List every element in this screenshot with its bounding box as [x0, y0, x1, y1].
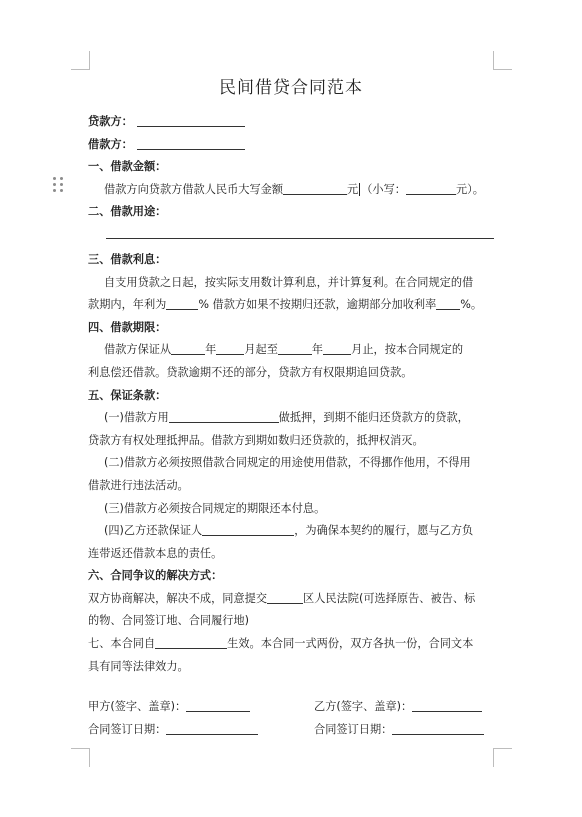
s3-line2-b: % 借款方如果不按期归还款，逾期部分加收利率 — [198, 298, 437, 312]
party-a-signature — [88, 696, 314, 719]
section-2-heading: 二、借款用途： — [88, 205, 167, 219]
section-5-p1-line-2: 贷款方有权处理抵押品。借款方到期如数归还贷款的，抵押权消灭。 — [88, 433, 424, 447]
s4-line1-c: 月起至 — [244, 343, 278, 357]
section-6-heading: 六、合同争议的解决方式： — [88, 569, 223, 583]
section-5-p4-line-1 — [88, 520, 494, 543]
party-b-sign-label: 乙方(签字、盖章)： — [314, 700, 413, 714]
signature-row — [88, 696, 494, 719]
end-month-blank[interactable] — [323, 342, 351, 355]
section-5-heading: 五、保证条款： — [88, 388, 167, 402]
amount-lowercase-blank[interactable] — [406, 182, 456, 195]
amount-uppercase-blank[interactable] — [283, 182, 347, 195]
party-a-sign-date — [88, 719, 314, 742]
party-b-date-label: 合同签订日期： — [314, 722, 393, 736]
s4-line1-a: 借款方保证从 — [104, 343, 172, 357]
purpose-blank[interactable] — [106, 224, 494, 239]
party-a-sign-blank[interactable] — [186, 699, 250, 712]
section-6-line-1 — [88, 588, 494, 611]
s5-p1-a: (一)借款方用 — [104, 411, 169, 425]
party-a-date-blank[interactable] — [166, 722, 258, 735]
s1-text-c: （小写： — [361, 182, 406, 196]
section-5-p2-line-1: (二)借款方必须按照借款合同规定的用途使用借款，不得挪作他用，不得用 — [104, 456, 471, 470]
section-5-p3: (三)借款方必须按合同规定的期限还本付息。 — [104, 501, 326, 515]
s5-p4-b: ，为确保本契约的履行，愿与乙方负 — [294, 524, 474, 538]
document-page — [88, 80, 494, 741]
section-7-line-2: 具有同等法律效力。 — [88, 659, 189, 673]
s6-line1-a: 双方协商解决，解决不成，同意提交 — [88, 591, 268, 605]
section-4-line-1 — [88, 339, 494, 362]
borrower-label: 借款方： — [88, 137, 133, 151]
start-year-blank[interactable] — [171, 342, 205, 355]
s7-line1-b: 生效。本合同一式两份，双方各执一份，合同文本 — [227, 637, 474, 651]
effective-date-blank[interactable] — [155, 636, 227, 649]
party-a-date-label: 合同签订日期： — [88, 722, 167, 736]
paragraph-drag-handle-icon[interactable] — [53, 177, 65, 193]
section-1-text — [88, 179, 494, 202]
document-title: 民间借贷合同范本 — [219, 78, 363, 98]
collateral-blank[interactable] — [169, 410, 279, 423]
crop-mark-bottom-right — [493, 748, 512, 767]
end-year-blank[interactable] — [278, 342, 312, 355]
party-b-sign-date — [314, 719, 494, 742]
crop-mark-bottom-left — [71, 748, 90, 767]
section-5-p4-line-2: 连带返还借款本息的责任。 — [88, 546, 223, 560]
section-3-line-2 — [88, 294, 494, 317]
start-month-blank[interactable] — [216, 342, 244, 355]
crop-mark-top-right — [493, 51, 512, 70]
section-5-p2-line-2: 借款进行违法活动。 — [88, 478, 189, 492]
s3-line2-a: 款期内，年利为 — [88, 298, 167, 312]
s3-line2-c: %。 — [460, 298, 483, 312]
party-b-date-blank[interactable] — [392, 722, 484, 735]
borrower-line — [88, 134, 494, 157]
signature-spacer — [88, 678, 494, 696]
crop-mark-top-left — [71, 51, 90, 70]
s5-p4-a: (四)乙方还款保证人 — [104, 524, 203, 538]
s7-line1-a: 七、本合同自 — [88, 637, 156, 651]
guarantor-blank[interactable] — [202, 523, 294, 536]
s4-line1-d: 年 — [311, 343, 324, 357]
borrower-blank[interactable] — [137, 137, 245, 150]
party-b-sign-blank[interactable] — [412, 699, 482, 712]
lender-label: 贷款方： — [88, 115, 133, 128]
s4-line1-e: 月止，按本合同规定的 — [351, 343, 464, 357]
section-3-line-1: 自支用贷款之日起，按实际支用数计算利息，并计算复利。在合同规定的借 — [104, 275, 474, 289]
court-district-blank[interactable] — [267, 591, 303, 604]
lender-blank[interactable] — [137, 114, 245, 127]
section-4-line-2: 利息偿还借款。贷款逾期不还的部分，贷款方有权限期追回贷款。 — [88, 365, 413, 379]
sign-date-row — [88, 719, 494, 742]
section-3-heading: 三、借款利息： — [88, 252, 167, 266]
s6-line1-b: 区人民法院(可选择原告、被告、标 — [303, 591, 476, 605]
section-7-line-1 — [88, 633, 494, 656]
section-5-p1-line-1 — [88, 407, 494, 430]
section-4-heading: 四、借款期限： — [88, 320, 167, 334]
annual-rate-blank[interactable] — [166, 297, 198, 310]
s4-line1-b: 年 — [205, 343, 217, 357]
s5-p1-b: 做抵押，到期不能归还贷款方的贷款， — [278, 411, 469, 425]
party-a-sign-label: 甲方(签字、盖章)： — [88, 700, 187, 714]
overdue-rate-blank[interactable] — [436, 297, 460, 310]
s1-text-b: 元 — [347, 182, 359, 196]
party-b-signature — [314, 696, 494, 719]
section-1-heading: 一、借款金额： — [88, 160, 167, 174]
s1-text-d: 元）。 — [455, 182, 484, 196]
lender-line — [88, 111, 494, 134]
s1-text-a: 借款方向贷款方借款人民币大写金额 — [104, 182, 284, 196]
section-6-line-2: 的物、合同签订地、合同履行地) — [88, 614, 249, 628]
